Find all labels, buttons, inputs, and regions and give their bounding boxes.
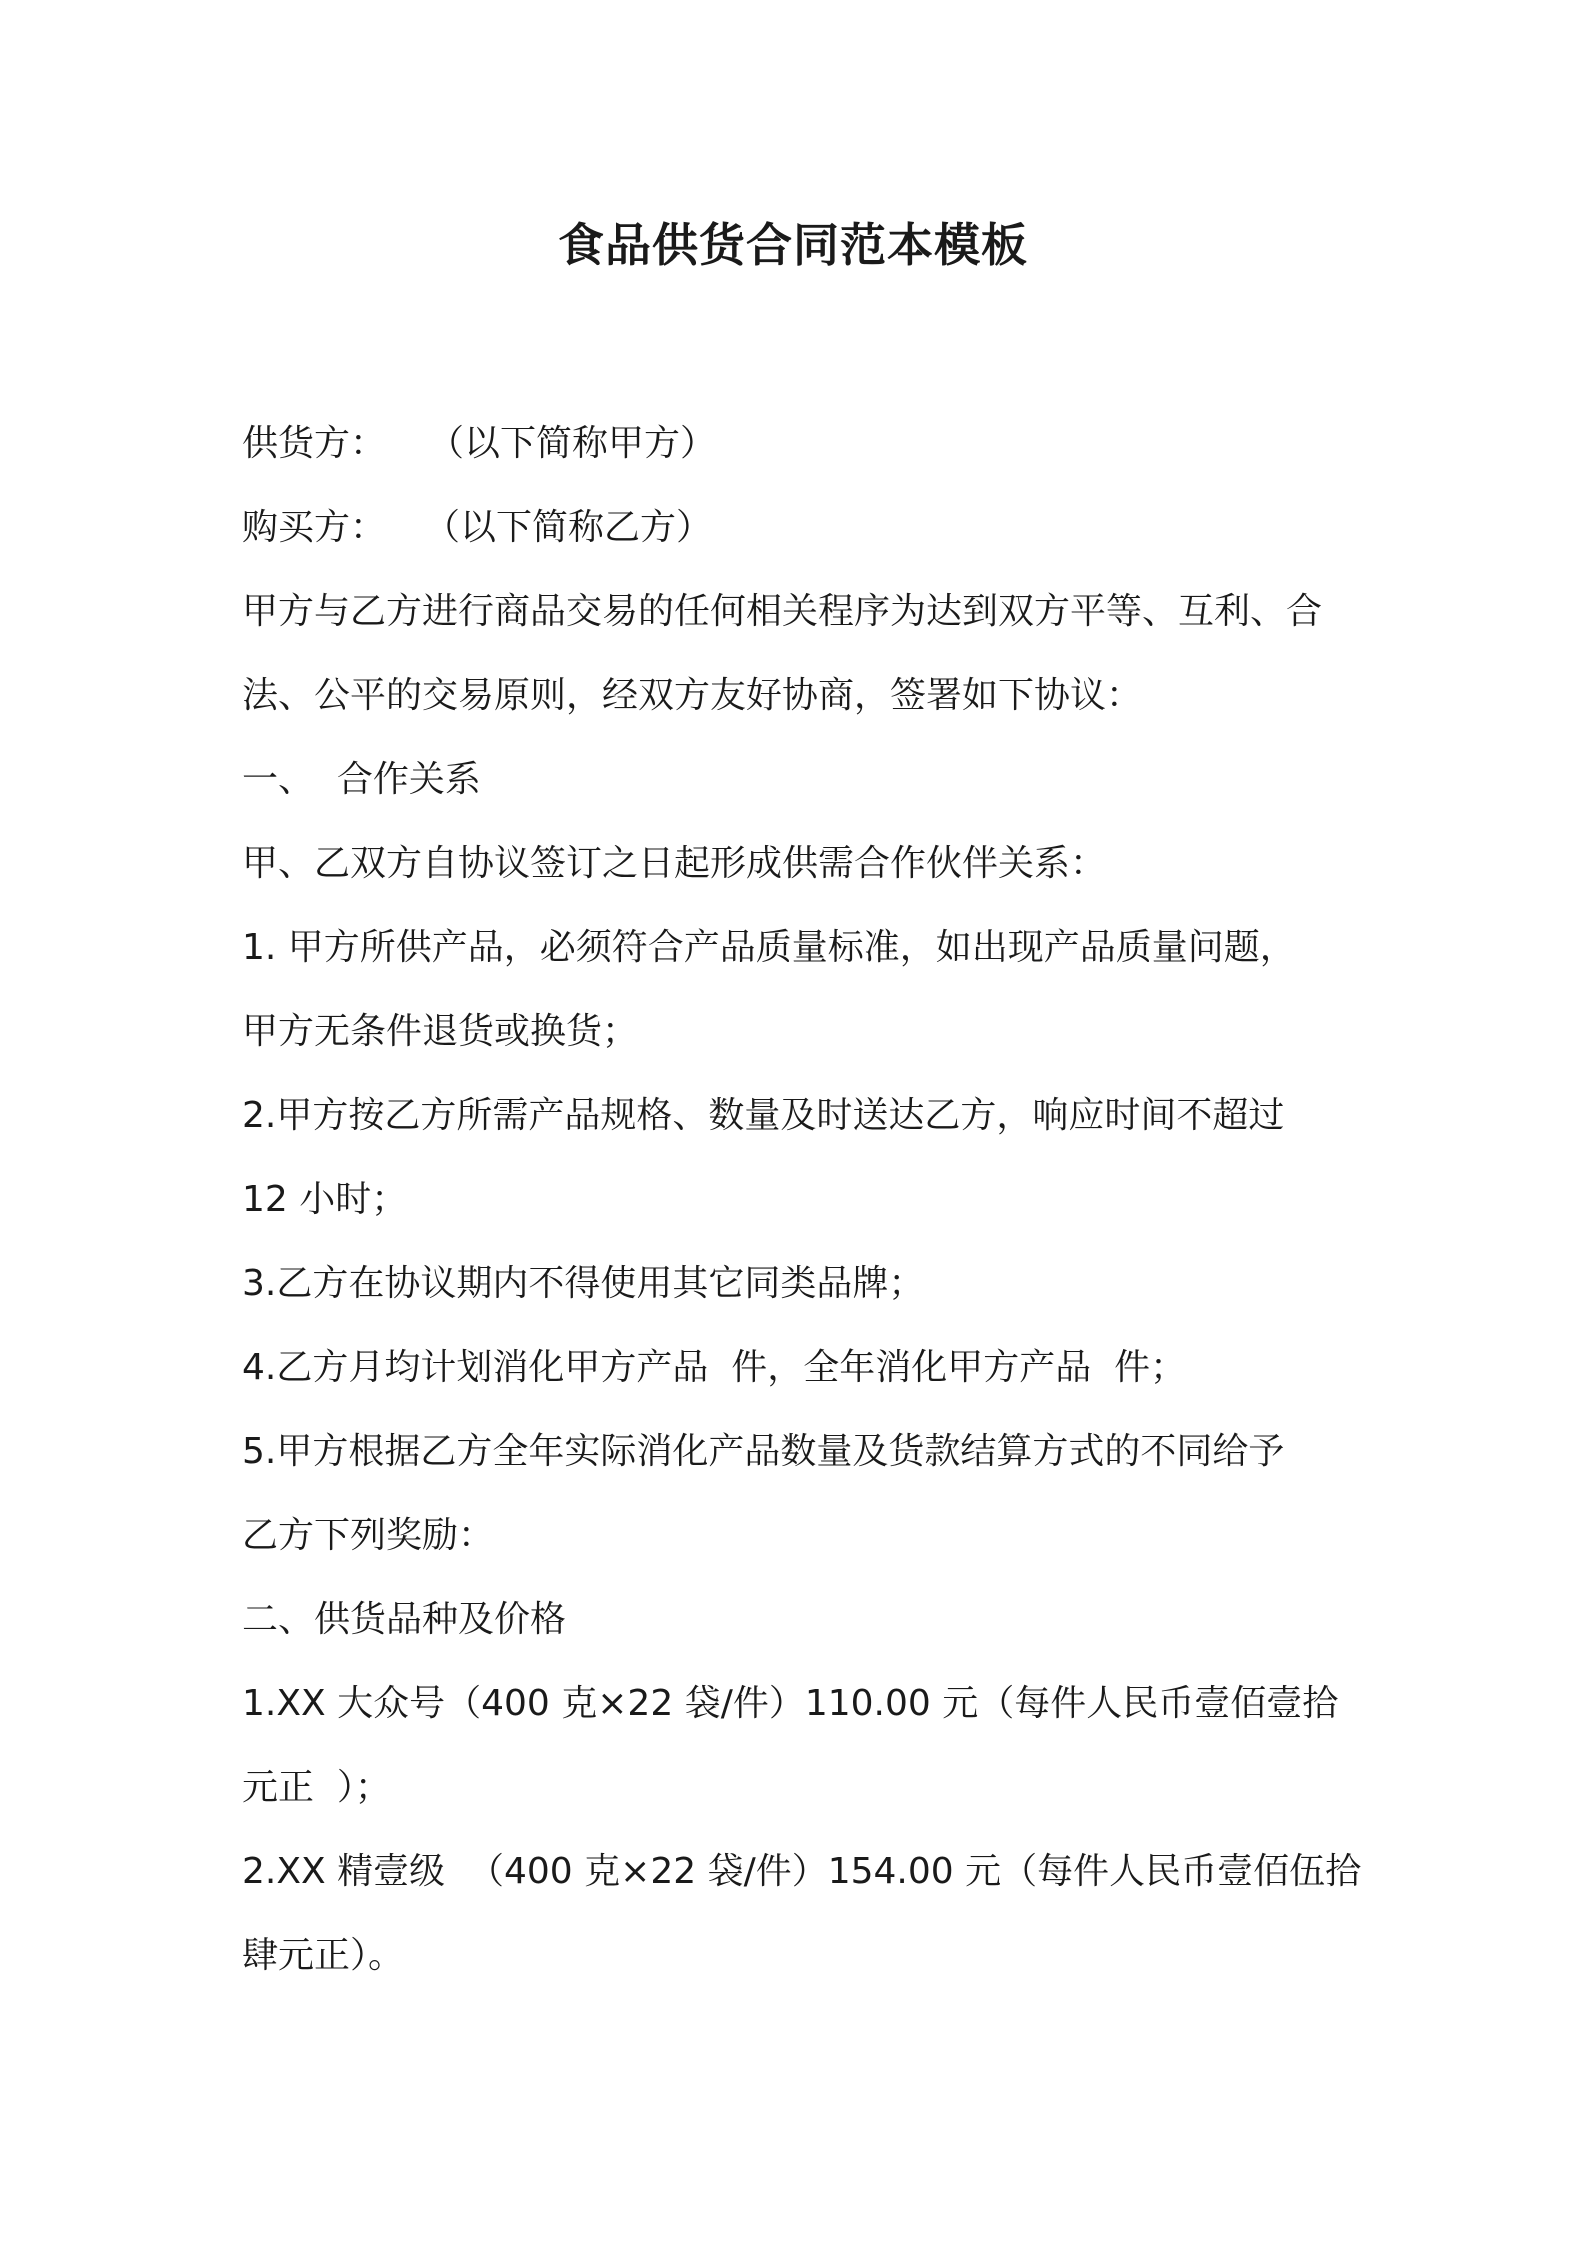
paragraph-line: 甲方与乙方进行商品交易的任何相关程序为达到双方平等、互利、合 xyxy=(242,591,1323,632)
document-title: 食品供货合同范本模板 xyxy=(558,218,1028,272)
clause-line: 12 小时； xyxy=(242,1179,408,1220)
supplier-line xyxy=(242,402,1382,486)
clause-line: 5.甲方根据乙方全年实际消化产品数量及货款结算方式的不同给予 xyxy=(242,1431,1285,1472)
document-body xyxy=(242,402,1382,1998)
product-line: 1.XX 大众号（400 克×22 袋/件）110.00 元（每件人民币壹佰壹拾 xyxy=(242,1683,1339,1724)
supplier-note: （以下简称甲方） xyxy=(428,423,717,464)
clause-line: 4.乙方月均计划消化甲方产品 件，全年消化甲方产品 件； xyxy=(242,1347,1187,1388)
clause-line: 2.甲方按乙方所需产品规格、数量及时送达乙方，响应时间不超过 xyxy=(242,1095,1285,1136)
product-line: 2.XX 精壹级 （400 克×22 袋/件）154.00 元（每件人民币壹佰伍拾 xyxy=(242,1851,1362,1892)
paragraph-line: 甲、乙双方自协议签订之日起形成供需合作伙伴关系： xyxy=(242,843,1107,884)
product-line: 肆元正）。 xyxy=(242,1935,405,1976)
buyer-note: （以下简称乙方） xyxy=(424,507,713,548)
section-heading-cooperation: 一、 合作关系 xyxy=(242,759,481,800)
clause-line: 1. 甲方所供产品，必须符合产品质量标准，如出现产品质量问题， xyxy=(242,927,1296,968)
supplier-label: 供货方： xyxy=(242,423,387,464)
product-line: 元正 ）； xyxy=(242,1767,391,1808)
section-heading-products: 二、供货品种及价格 xyxy=(242,1599,567,1640)
buyer-label: 购买方： xyxy=(242,507,387,548)
buyer-line xyxy=(242,486,1382,570)
clause-line: 3.乙方在协议期内不得使用其它同类品牌； xyxy=(242,1263,925,1304)
paragraph-line: 法、公平的交易原则，经双方友好协商，签署如下协议： xyxy=(242,675,1143,716)
clause-line: 乙方下列奖励： xyxy=(242,1515,495,1556)
clause-line: 甲方无条件退货或换货； xyxy=(242,1011,639,1052)
